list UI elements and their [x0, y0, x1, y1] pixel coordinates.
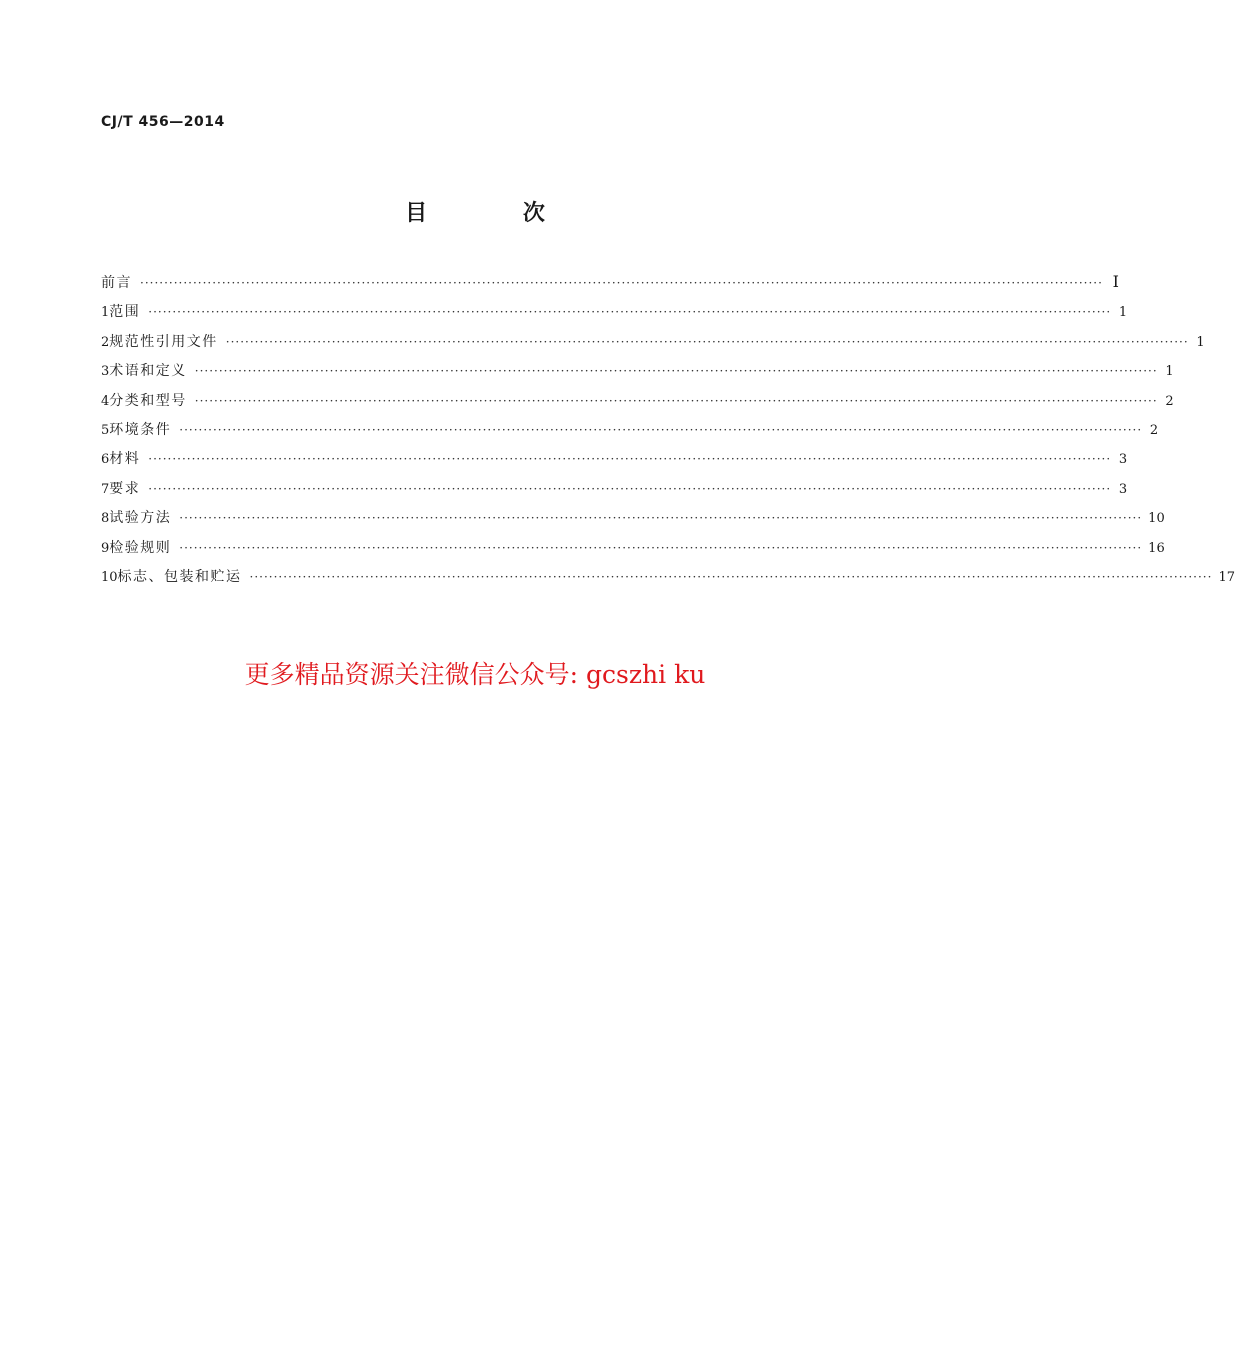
toc-leader-dots: ········································································································································································································ [194, 393, 1158, 408]
toc-item-number: 6 [101, 452, 110, 468]
toc-item-number: 2 [101, 334, 110, 350]
toc-item-number: 8 [101, 511, 110, 527]
toc-item-label: 术语和定义 [109, 363, 187, 380]
toc-item-3[interactable] [101, 360, 1174, 389]
toc-item-number: 3 [101, 364, 110, 380]
toc-item-1[interactable] [101, 301, 1128, 330]
toc-item-label: 试验方法 [109, 510, 172, 527]
toc-leader-dots: ········································································································································································································ [225, 334, 1189, 349]
toc-item-number: 10 [101, 569, 118, 585]
watermark-notice: 更多精品资源关注微信公众号: gcszhi ku [244, 660, 706, 689]
toc-item-label: 要求 [109, 480, 141, 497]
toc-item-number: 1 [101, 305, 110, 321]
toc-item-page: 16 [1148, 540, 1165, 556]
page-title: 目 次 [405, 201, 589, 226]
toc-item-4[interactable] [101, 390, 1174, 419]
toc-item-label: 检验规则 [109, 539, 172, 556]
toc-item-label: 环境条件 [109, 421, 172, 438]
toc-item-page: 10 [1148, 511, 1165, 527]
toc-item-page: 1 [1118, 305, 1128, 321]
toc-item-label: 标志、包装和贮运 [117, 568, 242, 585]
toc-item-9[interactable] [101, 537, 1165, 566]
toc-item-label: 分类和型号 [109, 392, 187, 409]
toc-item-number: 5 [101, 422, 110, 438]
toc-leader-dots: ········································································································································································································ [148, 305, 1112, 320]
toc-leader-dots: ········································································································································································································ [179, 511, 1143, 526]
table-of-contents [101, 272, 1235, 595]
toc-leader-dots: ········································································································································································································ [179, 540, 1143, 555]
toc-item-number: 4 [101, 393, 110, 409]
toc-leader-dots: ········································································································································································································ [194, 364, 1158, 379]
toc-item-5[interactable] [101, 419, 1159, 448]
toc-item-8[interactable] [101, 507, 1165, 536]
toc-item-label: 材料 [109, 451, 141, 468]
toc-item-page: 17 [1218, 569, 1235, 585]
document-code: CJ/T 456—2014 [101, 114, 225, 130]
toc-item-7[interactable] [101, 478, 1128, 507]
toc-leader-dots: ········································································································································································································ [249, 569, 1213, 584]
toc-item-page: I [1112, 272, 1119, 291]
toc-item-6[interactable] [101, 448, 1128, 477]
toc-item-label: 规范性引用文件 [109, 333, 218, 350]
toc-item-label: 前言 [101, 275, 132, 291]
toc-item-2[interactable] [101, 331, 1205, 360]
toc-leader-dots: ········································································································································································································ [148, 481, 1112, 496]
toc-leader-dots: ········································································································································································································ [148, 452, 1112, 467]
toc-item-page: 2 [1149, 422, 1159, 438]
toc-item-number: 9 [101, 540, 110, 556]
toc-item-foreword[interactable] [101, 272, 1119, 301]
toc-item-page: 1 [1196, 334, 1205, 350]
toc-leader-dots: ········································································································································································································ [179, 422, 1143, 437]
toc-item-page: 2 [1165, 393, 1174, 409]
toc-item-page: 1 [1165, 364, 1174, 380]
toc-item-label: 范围 [109, 304, 141, 321]
toc-item-10[interactable] [101, 566, 1235, 595]
toc-item-number: 7 [101, 481, 110, 497]
toc-item-page: 3 [1118, 481, 1128, 497]
toc-item-page: 3 [1118, 452, 1128, 468]
toc-leader-dots: ········································································································································································································ [140, 276, 1103, 290]
